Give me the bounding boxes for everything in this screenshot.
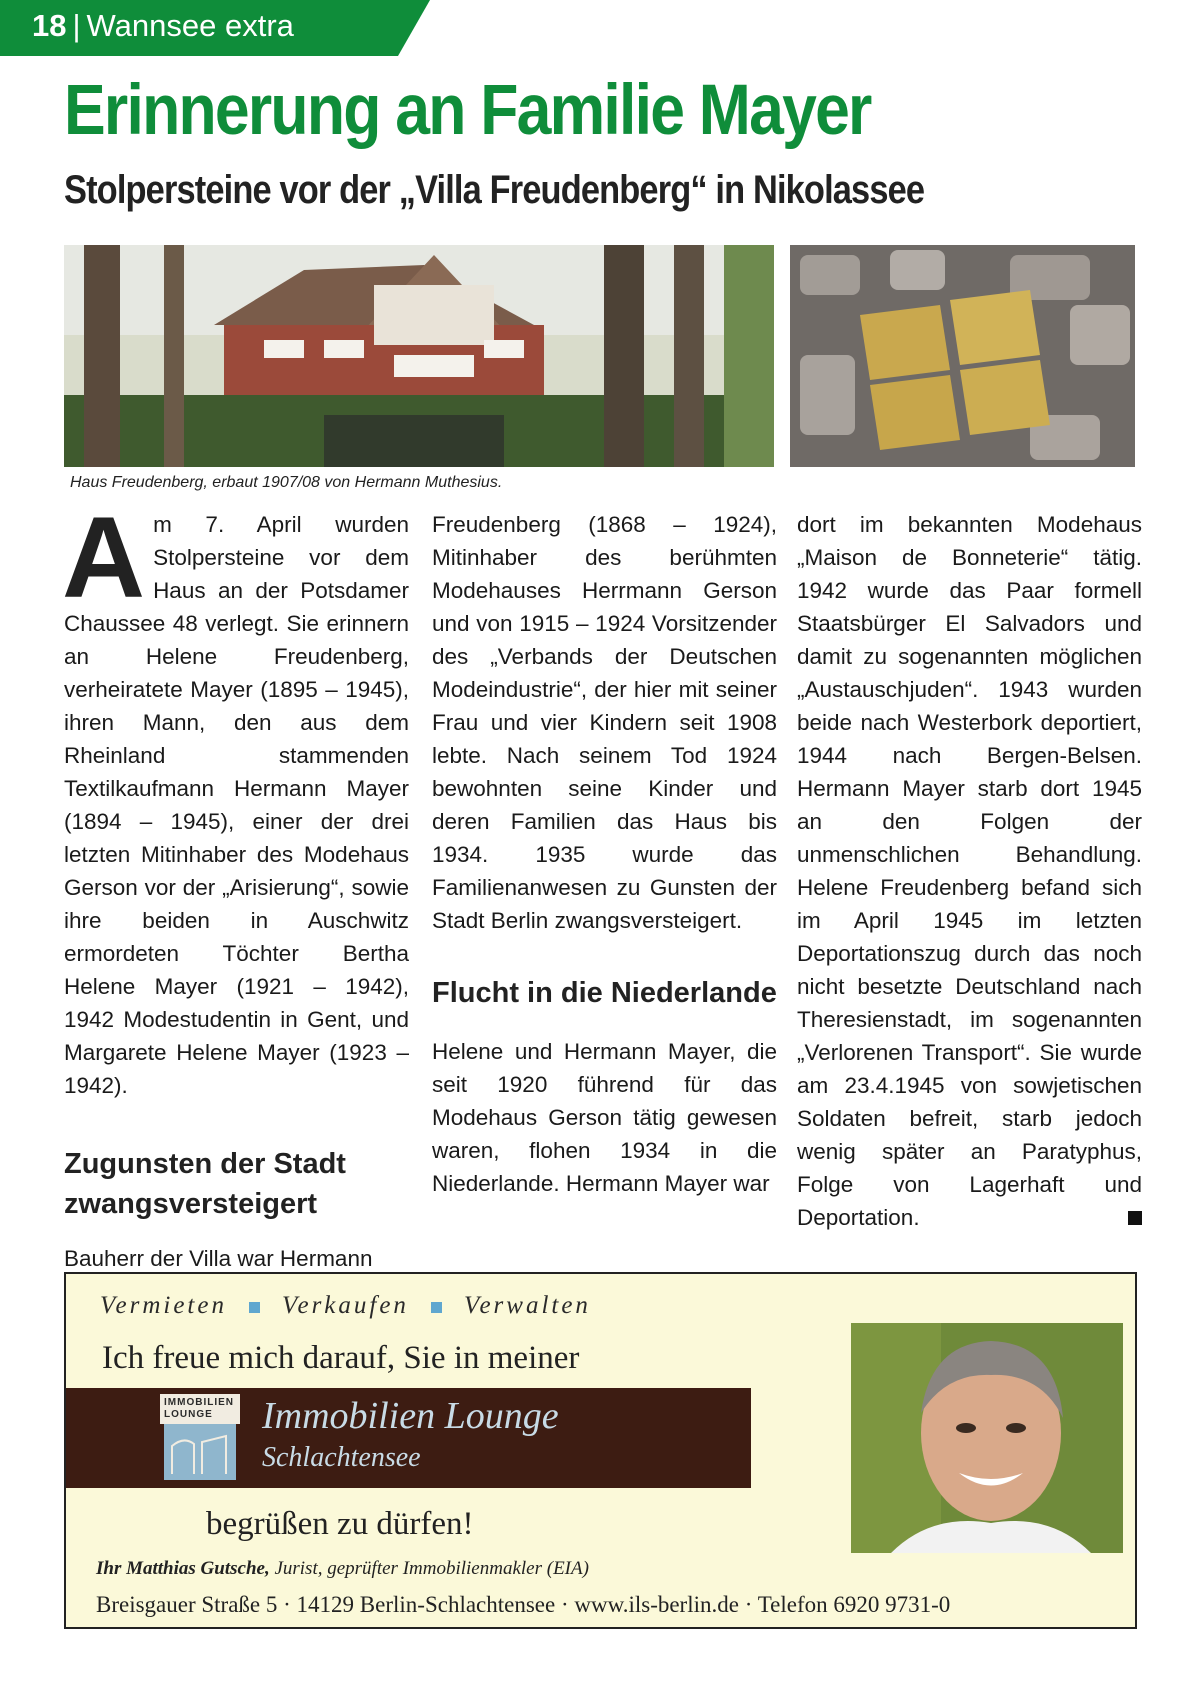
col3-paragraph: dort im bekannten Modehaus „Maison de Bonneterie“ tätig. 1942 wurde das Paar formell Staatsbürger El Salvadors und damit zu sogenannten möglichen „Austauschjuden“. 1943 wurden beide nach Westerbork deportiert, 1944 nach Bergen-Belsen. Hermann Mayer starb dort 1945 an den Folgen der unmenschlichen Behandlung. Helene Freudenberg befand sich im April 1945 im letzten Deportationszug durch das noch nicht besetzte Deutschland nach Theresienstadt, im sogenannten „Verlorenen Transport“. Sie wurde am 23.4.1945 von sowjetischen Soldaten befreit, starb jedoch wenig später an Paratyphus, Folge von Lagerhaft und Deportation. [797, 512, 1142, 1230]
agent-name: Ihr Matthias Gutsche, [96, 1558, 270, 1579]
lounge-name: Immobilien Lounge [262, 1395, 559, 1437]
article-column-3 [797, 508, 1142, 1234]
agent-portrait [851, 1323, 1123, 1553]
drop-cap: A [62, 494, 146, 622]
col1-lead-text: m 7. April wurden Stolpersteine vor dem Haus an der Potsdamer Chaussee 48 verlegt. Sie erinnern an Helene Freudenberg, verheiratete Mayer (1895 – 1945), ihren Mann, den aus dem Rheinland stammenden Textilkaufmann Hermann Mayer (1894 – 1945), einer der drei letzten Mitinhaber des Modehaus Gerson vor der „Arisierung“, sowie ihre beiden in Auschwitz ermordeten Töchter Bertha Helene Mayer (1921 – 1942), 1942 Modestudentin in Gent, und Margarete Helene Mayer (1923 – 1942). [64, 512, 409, 1098]
square-bullet-icon [249, 1302, 260, 1313]
col2-end-text: Helene und Hermann Mayer, die seit 1920 führend für das Modehaus Gerson tätig gewesen waren, flohen 1934 in die Niederlande. Hermann Mayer war [432, 1039, 777, 1196]
subhead-zugunsten: Zugunsten der Stadt zwangsversteigert [64, 1148, 346, 1220]
page-number: 18 [32, 8, 67, 43]
agent-title: Jurist, geprüfter Immobilienmakler (EIA) [274, 1558, 589, 1579]
advertisement [64, 1272, 1137, 1629]
stolpersteine-photo [790, 245, 1135, 467]
subhead-flucht: Flucht in die Niederlande [432, 977, 777, 1009]
ad-brand-band [66, 1388, 751, 1488]
ad-greeting-line2: begrüßen zu dürfen! [206, 1506, 474, 1542]
photo-caption: Haus Freudenberg, erbaut 1907/08 von Hermann Muthesius. [70, 474, 503, 491]
ad-agent-line [96, 1558, 589, 1580]
end-mark-icon [1128, 1211, 1142, 1225]
col2-paragraph: Freudenberg (1868 – 1924), Mitinhaber des berühmten Modehauses Herrmann Gerson und von 1915 – 1924 Vorsitzender des „Verbands der Deutschen Modeindustrie“, der hier mit seiner Frau und vier Kindern seit 1908 lebte. Nach seinem Tod 1924 bewohnten seine Kinder und deren Familien das Haus bis 1934. 1935 wurde das Familienanwesen zu Gunsten der Stadt Berlin zwangsversteigert. [432, 512, 777, 933]
villa-photo [64, 245, 774, 467]
article-column-1 [62, 494, 409, 1275]
article-title: Erinnerung an Familie Mayer [64, 71, 871, 150]
ad-address: Breisgauer Straße 5 · 14129 Berlin-Schlachtensee · www.ils-berlin.de · Telefon 6920 9731-0 [96, 1592, 951, 1617]
col1-end-text: Bauherr der Villa war Hermann [64, 1246, 373, 1271]
article-column-2 [432, 508, 777, 1200]
section-tab [0, 0, 430, 56]
lounge-location: Schlachtensee [262, 1442, 421, 1473]
service-vermieten: Vermieten [100, 1292, 227, 1319]
ad-services [100, 1292, 591, 1320]
service-verkaufen: Verkaufen [281, 1292, 409, 1319]
section-label: 18 | Wannsee extra [32, 8, 294, 43]
ad-greeting-line1: Ich freue mich darauf, Sie in meiner [102, 1340, 580, 1376]
square-bullet-icon [431, 1302, 442, 1313]
article-subtitle: Stolpersteine vor der „Villa Freudenberg“ in Nikolassee [64, 168, 925, 212]
section-name: Wannsee extra [86, 8, 294, 43]
service-verwalten: Verwalten [463, 1292, 591, 1319]
lounge-logo-text: IMMOBILIEN LOUNGE [160, 1394, 240, 1424]
